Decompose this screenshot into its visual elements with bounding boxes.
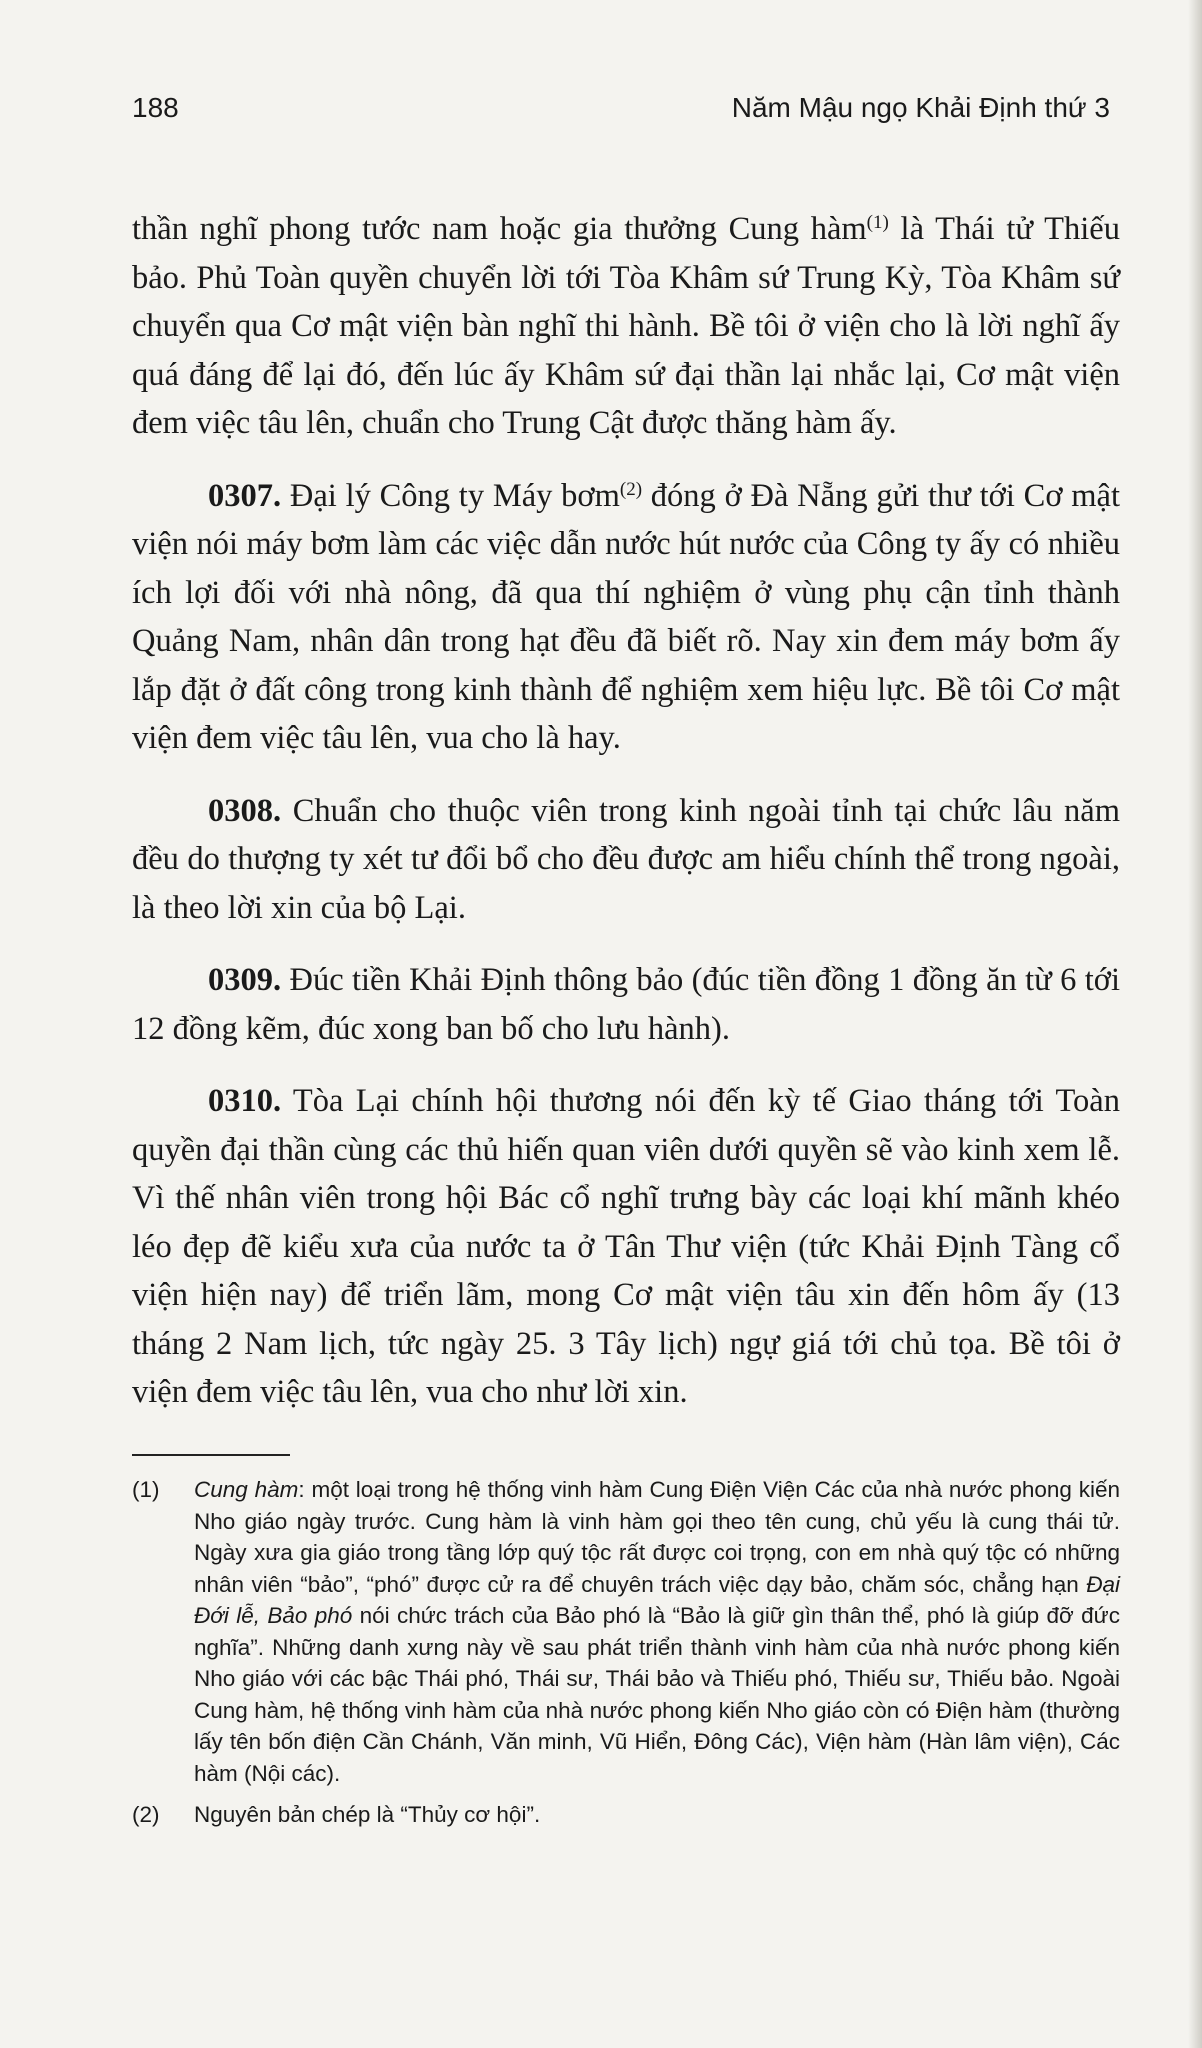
entry-0309 (132, 956, 1120, 1053)
footnote-marker: (2) (132, 1802, 160, 1827)
running-title: Năm Mậu ngọ Khải Định thứ 3 (731, 92, 1110, 123)
paragraph-text: Đúc tiền Khải Định thông bảo (đúc tiền đồng 1 đồng ăn từ 6 tới 12 đồng kẽm, đúc xong ban bố cho lưu hành). (132, 962, 1120, 1047)
paragraph-text: thần nghĩ phong tước nam hoặc gia thưởng Cung hàm (132, 211, 867, 247)
footnote-reference[interactable]: (1) (866, 212, 889, 233)
footnote-text (194, 1477, 1120, 1786)
entry-0310 (132, 1077, 1120, 1417)
footnote-segment: nói chức trách của Bảo phó là “Bảo là giữ gìn thân thể, phó là giúp đỡ đức nghĩa”. Những danh xưng này về sau phát triển thành vinh hàm của nhà nước phong kiến Nho giáo với các bậc Thái phó, Thái sư, Thái bảo và Thiếu phó, Thiếu sư, Thiếu bảo. Ngoài Cung hàm, hệ thống vinh hàm của nhà nước phong kiến Nho giáo còn có Điện hàm (thường lấy tên bốn điện Cần Chánh, Văn minh, Vũ Hiển, Đông Các), Viện hàm (Hàn lâm viện), Các hàm (Nội các). (194, 1603, 1120, 1786)
paragraph-text: Đại lý Công ty Máy bơm (281, 477, 620, 514)
entry-number: 0308. (208, 792, 282, 829)
body-text (132, 205, 1120, 1441)
footnotes (132, 1474, 1120, 1841)
entry-0308 (132, 787, 1120, 933)
entry-number: 0309. (208, 962, 282, 998)
page-header (132, 92, 1110, 132)
footnote-1 (132, 1474, 1120, 1789)
paragraph-continued (132, 205, 1120, 448)
footnote-marker: (1) (132, 1477, 160, 1502)
footnote-2 (132, 1799, 1120, 1831)
footnote-segment: : một loại trong hệ thống vinh hàm Cung Điện Viện Các của nhà nước phong kiến Nho giáo ngày trước. Cung hàm là vinh hàm gọi theo tên cung, chủ yếu là cung thái tử. Ngày xưa gia giáo trong tầng lớp quý tộc rất được coi trọng, con em nhà quý tộc có những nhân viên “bảo”, “phó” được cử ra để chuyên trách việc dạy bảo, chăm sóc, chẳng hạn (194, 1477, 1121, 1597)
footnote-citation: Đại Đới lễ, Bảo phó (194, 1571, 1120, 1628)
page-edge-shadow (1188, 0, 1202, 2048)
footnote-reference[interactable]: (2) (619, 478, 643, 500)
footnote-text: Nguyên bản chép là “Thủy cơ hội”. (194, 1802, 541, 1827)
entry-number: 0310. (208, 1083, 282, 1119)
page-number: 188 (132, 92, 179, 123)
paragraph-text: Tòa Lại chính hội thương nói đến kỳ tế Giao tháng tới Toàn quyền đại thần cùng các thủ hiến quan viên dưới quyền sẽ vào kinh xem lễ. Vì thế nhân viên trong hội Bác cổ nghĩ trưng bày các loại khí mãnh khéo léo đẹp đẽ kiểu xưa của nước ta ở Tân Thư viện (tức Khải Định Tàng cổ viện hiện nay) để triển lãm, mong Cơ mật viện tâu xin đến hôm ấy (13 tháng 2 Nam lịch, tức ngày 25. 3 Tây lịch) ngự giá tới chủ tọa. Bề tôi ở viện đem việc tâu lên, vua cho như lời xin. (132, 1083, 1120, 1410)
paragraph-text: Chuẩn cho thuộc viên trong kinh ngoài tỉnh tại chức lâu năm đều do thượng ty xét tư đổi bổ cho đều được am hiểu chính thể trong ngoài, là theo lời xin của bộ Lại. (132, 792, 1120, 926)
footnote-divider (132, 1454, 290, 1456)
paragraph-text: là Thái tử Thiếu bảo. Phủ Toàn quyền chuyển lời tới Tòa Khâm sứ Trung Kỳ, Tòa Khâm sứ chuyển qua Cơ mật viện bàn nghĩ thi hành. Bề tôi ở viện cho là lời nghĩ ấy quá đáng để lại đó, đến lúc ấy Khâm sứ đại thần lại nhắc lại, Cơ mật viện đem việc tâu lên, chuẩn cho Trung Cật được thăng hàm ấy. (132, 211, 1120, 441)
entry-number: 0307. (208, 477, 282, 514)
entry-0307 (132, 472, 1120, 763)
paragraph-text: đóng ở Đà Nẵng gửi thư tới Cơ mật viện nói máy bơm làm các việc dẫn nước hút nước của Công ty ấy có nhiều ích lợi đối với nhà nông, đã qua thí nghiệm ở vùng phụ cận tỉnh thành Quảng Nam, nhân dân trong hạt đều đã biết rõ. Nay xin đem máy bơm ấy lắp đặt ở đất công trong kinh thành để nghiệm xem hiệu lực. Bề tôi Cơ mật viện đem việc tâu lên, vua cho là hay. (132, 477, 1120, 756)
footnote-term: Cung hàm (194, 1477, 299, 1502)
